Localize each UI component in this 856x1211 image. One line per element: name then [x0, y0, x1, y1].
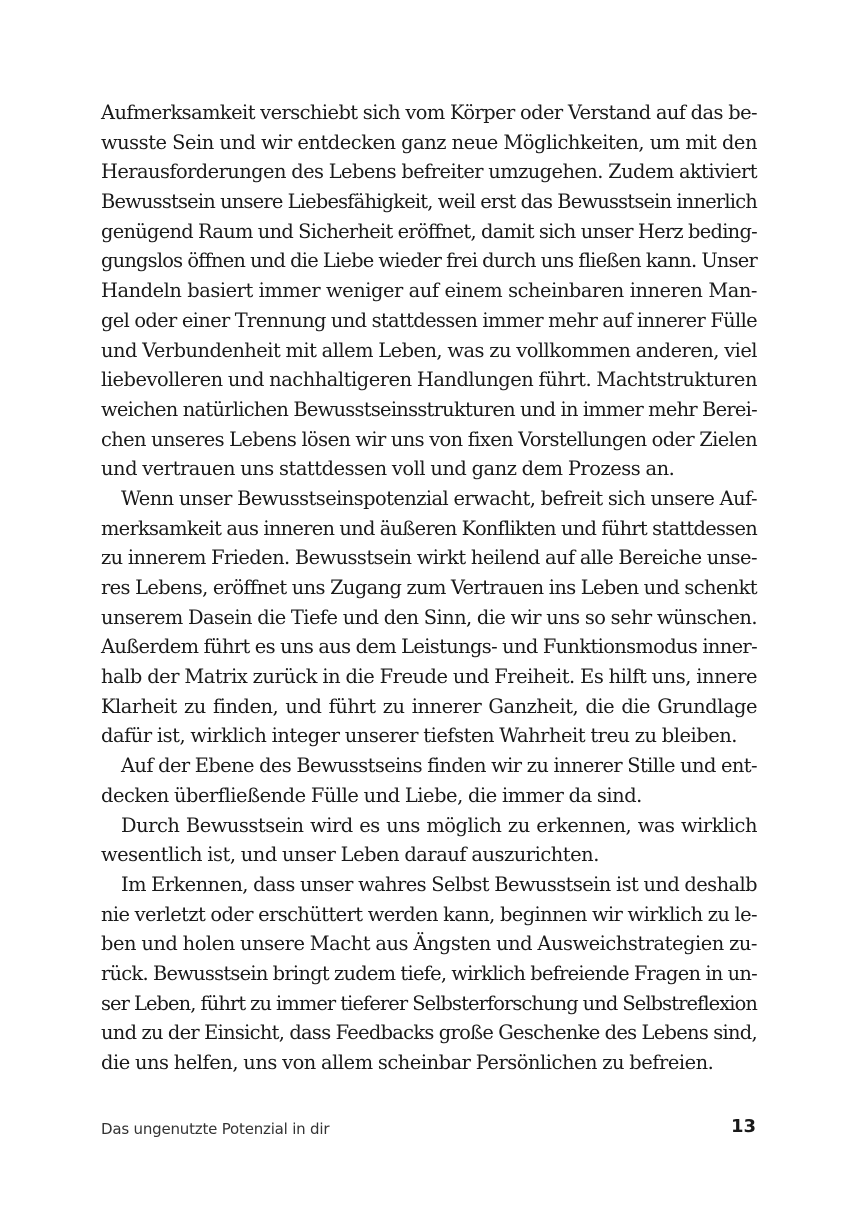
text-line: Wenn unser Bewusstseinspotenzial erwacht, befreit sich unsere Auf- [121, 486, 757, 510]
text-line: halb der Matrix zurück in die Freude und Freiheit. Es hilft uns, innere [101, 665, 757, 689]
text-line: die uns helfen, uns von allem scheinbar Persönlichen zu befreien. [101, 1051, 714, 1074]
text-line: weichen natürlichen Bewusstseinsstrukturen und in immer mehr Berei- [101, 397, 757, 421]
text-line: dafür ist, wirklich integer unserer tiefsten Wahrheit treu zu bleiben. [101, 724, 738, 748]
text-line: Durch Bewusstsein wird es uns möglich zu erkennen, was wirklich [121, 813, 757, 837]
text-line: Auf der Ebene des Bewusstseins finden wir zu innerer Stille und ent- [121, 754, 757, 778]
text-line: Im Erkennen, dass unser wahres Selbst Bewusstsein ist und deshalb [121, 872, 757, 896]
text-line: wesentlich ist, und unser Leben darauf auszurichten. [101, 843, 599, 867]
text-line: Außerdem führt es uns aus dem Leistungs- und Funktionsmodus inner- [101, 635, 757, 659]
text-line: Klarheit zu finden, und führt zu innerer Ganzheit, die die Grundlage [101, 694, 757, 718]
text-line: zu innerem Frieden. Bewusstsein wirkt heilend auf alle Bereiche unse- [101, 546, 757, 570]
page-number: 13 [730, 1116, 756, 1137]
text-line: chen unseres Lebens lösen wir uns von fixen Vorstellungen oder Zielen [101, 427, 757, 451]
text-line: gungslos öffnen und die Liebe wieder frei durch uns fließen kann. Unser [101, 249, 757, 273]
text-line: rück. Bewusstsein bringt zudem tiefe, wirklich befreiende Fragen in un- [101, 961, 757, 985]
text-line: res Lebens, eröffnet uns Zugang zum Vertrauen ins Leben und schenkt [101, 576, 757, 599]
text-line: decken überfließende Fülle und Liebe, die immer da sind. [101, 783, 642, 807]
text-line: wusste Sein und wir entdecken ganz neue Möglichkeiten, um mit den [101, 130, 757, 154]
text-line: Bewusstsein unsere Liebesfähigkeit, weil erst das Bewusstsein innerlich [101, 190, 757, 214]
text-line: gel oder einer Trennung und stattdessen immer mehr auf innerer Fülle [101, 308, 757, 332]
text-line: ser Leben, führt zu immer tieferer Selbsterforschung und Selbstreflexion [101, 991, 757, 1015]
text-line: merksamkeit aus inneren und äußeren Konflikten und führt stattdessen [101, 516, 757, 540]
running-footer-title: Das ungenutzte Potenzial in dir [101, 1120, 330, 1138]
text-line: ben und holen unsere Macht aus Ängsten und Ausweichstrategien zu- [101, 932, 757, 956]
text-line: und vertrauen uns stattdessen voll und ganz dem Prozess an. [101, 457, 675, 481]
text-line: unserem Dasein die Tiefe und den Sinn, die wir uns so sehr wünschen. [101, 605, 757, 629]
text-line: Handeln basiert immer weniger auf einem scheinbaren inneren Man- [101, 279, 757, 303]
text-line: Herausforderungen des Lebens befreiter umzugehen. Zudem aktiviert [101, 160, 757, 184]
text-line: nie verletzt oder erschüttert werden kann, beginnen wir wirklich zu le- [101, 902, 757, 926]
text-line: Aufmerksamkeit verschiebt sich vom Körper oder Verstand auf das be- [101, 101, 757, 124]
text-line: liebevolleren und nachhaltigeren Handlungen führt. Machtstrukturen [101, 368, 757, 392]
body-text [101, 98, 757, 1078]
text-line: und Verbundenheit mit allem Leben, was zu vollkommen anderen, viel [101, 338, 757, 362]
text-line: und zu der Einsicht, dass Feedbacks große Geschenke des Lebens sind, [101, 1021, 757, 1045]
text-line: genügend Raum und Sicherheit eröffnet, damit sich unser Herz beding- [101, 219, 757, 243]
